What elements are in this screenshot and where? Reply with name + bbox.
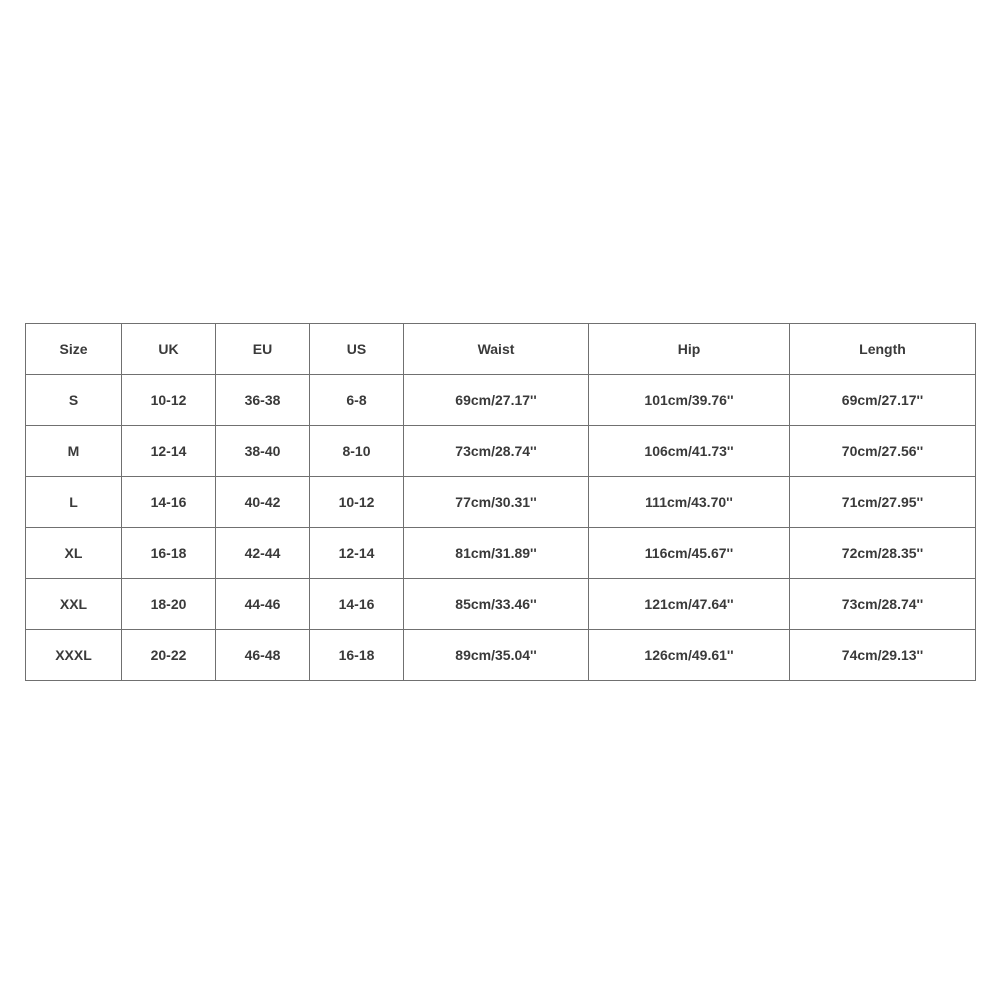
header-cell-size: Size: [26, 324, 122, 375]
cell-us: 8-10: [310, 426, 404, 477]
header-cell-length: Length: [790, 324, 976, 375]
cell-us: 10-12: [310, 477, 404, 528]
cell-waist: 73cm/28.74'': [404, 426, 589, 477]
cell-hip: 111cm/43.70'': [589, 477, 790, 528]
cell-us: 12-14: [310, 528, 404, 579]
cell-hip: 106cm/41.73'': [589, 426, 790, 477]
cell-hip: 126cm/49.61'': [589, 630, 790, 681]
cell-hip: 101cm/39.76'': [589, 375, 790, 426]
cell-waist: 85cm/33.46'': [404, 579, 589, 630]
cell-size: L: [26, 477, 122, 528]
cell-size: XXL: [26, 579, 122, 630]
cell-eu: 44-46: [216, 579, 310, 630]
cell-length: 71cm/27.95'': [790, 477, 976, 528]
cell-eu: 40-42: [216, 477, 310, 528]
header-cell-waist: Waist: [404, 324, 589, 375]
header-cell-uk: UK: [122, 324, 216, 375]
table-row: [26, 579, 976, 630]
cell-length: 70cm/27.56'': [790, 426, 976, 477]
cell-uk: 14-16: [122, 477, 216, 528]
cell-size: M: [26, 426, 122, 477]
cell-waist: 69cm/27.17'': [404, 375, 589, 426]
cell-length: 72cm/28.35'': [790, 528, 976, 579]
cell-hip: 116cm/45.67'': [589, 528, 790, 579]
table-row: [26, 426, 976, 477]
table-row: [26, 630, 976, 681]
cell-us: 16-18: [310, 630, 404, 681]
cell-size: S: [26, 375, 122, 426]
cell-waist: 81cm/31.89'': [404, 528, 589, 579]
header-row: [26, 324, 976, 375]
cell-us: 6-8: [310, 375, 404, 426]
cell-uk: 18-20: [122, 579, 216, 630]
cell-size: XXXL: [26, 630, 122, 681]
cell-length: 74cm/29.13'': [790, 630, 976, 681]
cell-waist: 77cm/30.31'': [404, 477, 589, 528]
cell-length: 69cm/27.17'': [790, 375, 976, 426]
cell-waist: 89cm/35.04'': [404, 630, 589, 681]
table-row: [26, 477, 976, 528]
cell-uk: 16-18: [122, 528, 216, 579]
table-row: [26, 375, 976, 426]
cell-eu: 46-48: [216, 630, 310, 681]
cell-hip: 121cm/47.64'': [589, 579, 790, 630]
header-cell-us: US: [310, 324, 404, 375]
cell-length: 73cm/28.74'': [790, 579, 976, 630]
header-cell-eu: EU: [216, 324, 310, 375]
header-cell-hip: Hip: [589, 324, 790, 375]
size-chart-table: [25, 323, 976, 681]
cell-uk: 20-22: [122, 630, 216, 681]
table-row: [26, 528, 976, 579]
cell-eu: 38-40: [216, 426, 310, 477]
cell-eu: 36-38: [216, 375, 310, 426]
cell-uk: 10-12: [122, 375, 216, 426]
cell-eu: 42-44: [216, 528, 310, 579]
cell-size: XL: [26, 528, 122, 579]
cell-us: 14-16: [310, 579, 404, 630]
cell-uk: 12-14: [122, 426, 216, 477]
